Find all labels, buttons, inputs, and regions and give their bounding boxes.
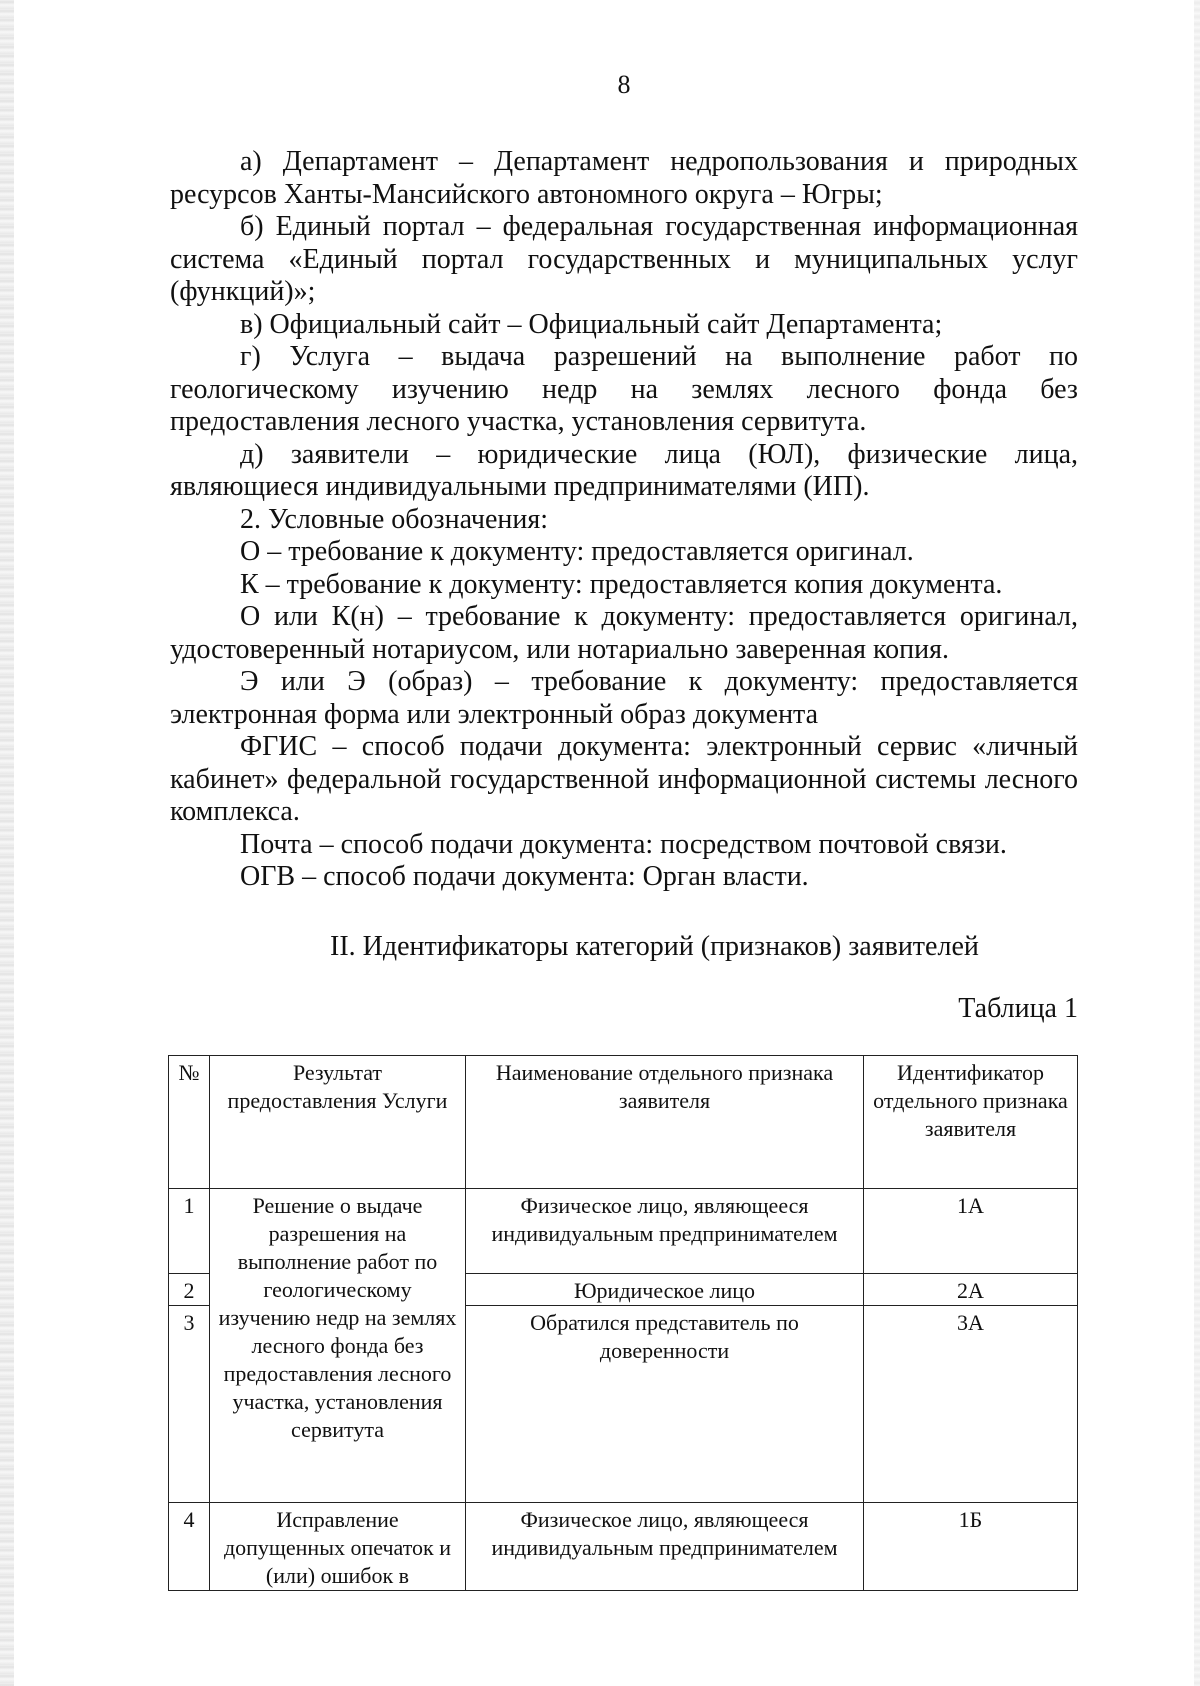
legend-fgis: ФГИС – способ подачи документа: электронный сервис «личный кабинет» федеральной государственной информационной системы лесного комплекса. xyxy=(170,731,1078,827)
scan-edge-right xyxy=(1194,0,1200,1686)
table-header-row xyxy=(169,1056,1078,1189)
section-title: II. Идентификаторы категорий (признаков) заявителей xyxy=(330,931,979,962)
definition-service: г) Услуга – выдача разрешений на выполнение работ по геологическому изучению недр на землях лесного фонда без предоставления лесного участка, установления сервитута. xyxy=(170,341,1078,437)
header-feature-name: Наименование отдельного признака заявителя xyxy=(466,1056,864,1189)
row-number: 1 xyxy=(169,1189,210,1274)
definition-applicants: д) заявители – юридические лица (ЮЛ), физические лица, являющиеся индивидуальными предпринимателями (ИП). xyxy=(170,438,1078,502)
table-caption: Таблица 1 xyxy=(958,993,1078,1024)
applicant-identifiers-table xyxy=(168,1055,1078,1591)
definition-department: а) Департамент – Департамент недропользования и природных ресурсов Ханты-Мансийского автономного округа – Югры; xyxy=(170,146,1078,210)
feature-name: Юридическое лицо xyxy=(466,1274,864,1306)
legend-original: О – требование к документу: предоставляется оригинал. xyxy=(240,536,914,567)
legend-heading: 2. Условные обозначения: xyxy=(240,503,549,535)
body-text xyxy=(170,146,1078,894)
legend-mail: Почта – способ подачи документа: посредством почтовой связи. xyxy=(240,828,1007,860)
feature-identifier: 1А xyxy=(864,1189,1078,1274)
legend-notarized: О или К(н) – требование к документу: предоставляется оригинал, удостоверенный нотариусом, или нотариально заверенная копия. xyxy=(170,601,1078,665)
feature-identifier: 2А xyxy=(864,1274,1078,1306)
legend-electronic: Э или Э (образ) – требование к документу: предоставляется электронная форма или электронный образ документа xyxy=(170,666,1078,730)
service-result-correction: Исправление допущенных опечаток и (или) ошибок в xyxy=(210,1503,466,1591)
header-result: Результат предоставления Услуги xyxy=(210,1056,466,1189)
table-row xyxy=(169,1189,1078,1274)
table-row xyxy=(169,1503,1078,1591)
row-number: 3 xyxy=(169,1306,210,1503)
page-number: 8 xyxy=(617,70,631,99)
feature-name: Физическое лицо, являющееся индивидуальным предпринимателем xyxy=(466,1189,864,1274)
feature-name: Обратился представитель по доверенности xyxy=(466,1306,864,1503)
feature-name: Физическое лицо, являющееся индивидуальным предпринимателем xyxy=(466,1503,864,1591)
legend-ogv: ОГВ – способ подачи документа: Орган власти. xyxy=(240,861,809,892)
feature-identifier: 3А xyxy=(864,1306,1078,1503)
scan-edge-left xyxy=(0,0,14,1686)
feature-identifier: 1Б xyxy=(864,1503,1078,1591)
row-number: 4 xyxy=(169,1503,210,1591)
legend-copy: К – требование к документу: предоставляется копия документа. xyxy=(240,568,1003,600)
row-number: 2 xyxy=(169,1274,210,1306)
header-identifier: Идентификатор отдельного признака заявителя xyxy=(864,1056,1078,1189)
service-result-permit: Решение о выдаче разрешения на выполнение работ по геологическому изучению недр на землях лесного фонда без предоставления лесного участка, установления сервитута xyxy=(210,1189,466,1503)
definition-unified-portal: б) Единый портал – федеральная государственная информационная система «Единый портал государственных и муниципальных услуг (функций)»; xyxy=(170,211,1078,307)
definition-official-site: в) Официальный сайт – Официальный сайт Департамента; xyxy=(240,308,943,340)
header-number: № xyxy=(169,1056,210,1189)
